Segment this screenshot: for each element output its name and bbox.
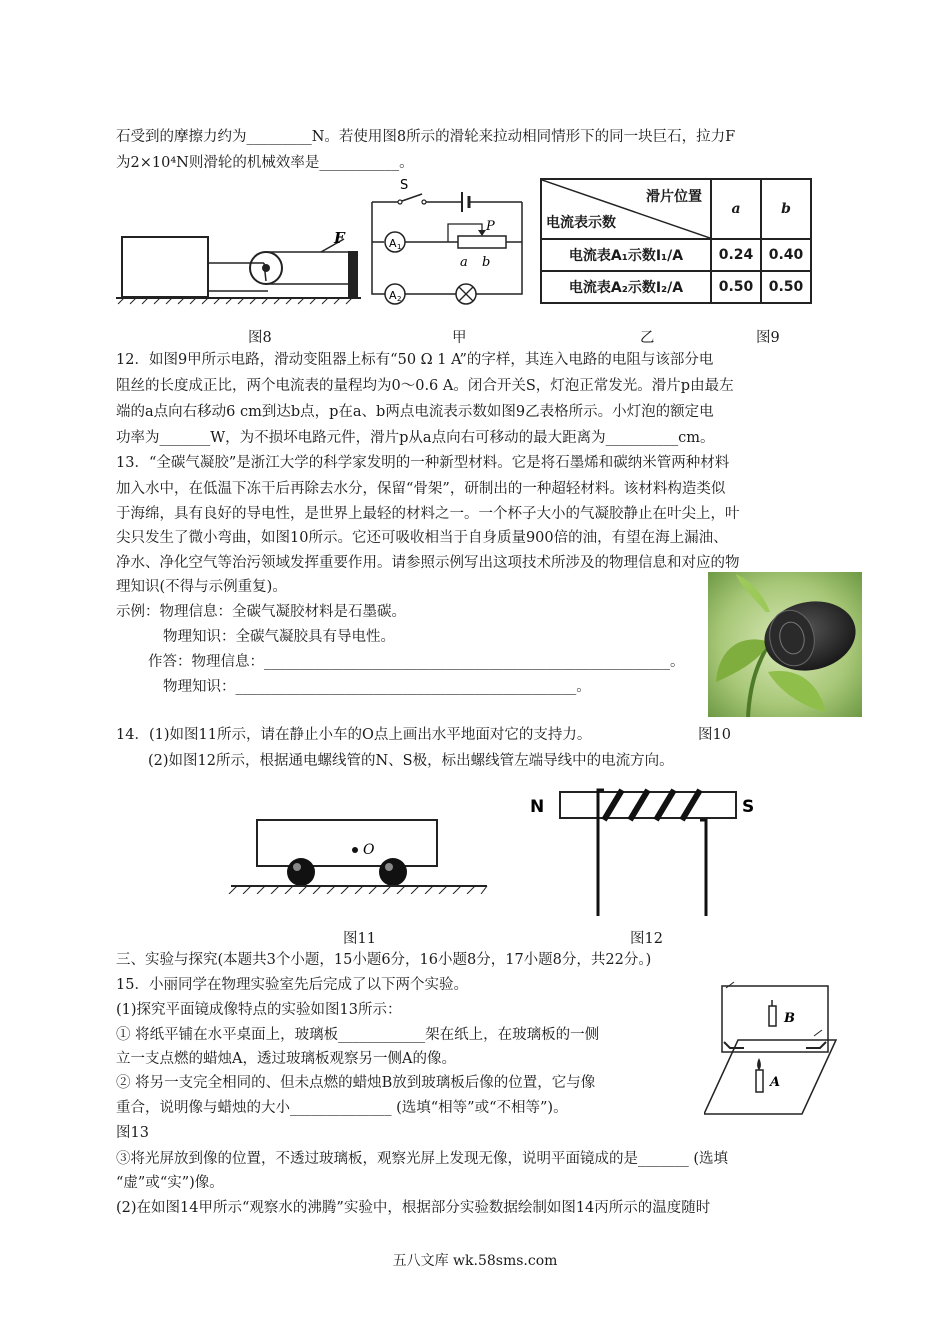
figure-9-circuit bbox=[362, 176, 534, 306]
text-line: 石受到的摩擦力约为_________N。若使用图8所示的滑轮来拉动相同情形下的同一块巨石，拉力F bbox=[116, 129, 736, 145]
cell-value: 0.24 bbox=[711, 239, 761, 271]
force-label: F bbox=[334, 229, 345, 247]
point-o bbox=[352, 847, 358, 853]
text-line: 物理知识：全碳气凝胶具有导电性。 bbox=[163, 629, 395, 645]
candle-a-label: A bbox=[770, 1075, 781, 1090]
caption-fig13: 图13 bbox=[116, 1125, 149, 1141]
table-row bbox=[541, 271, 811, 303]
text-line: 立一支点燃的蜡烛A，透过玻璃板观察另一侧A的像。 bbox=[116, 1051, 456, 1067]
text-line: 于海绵，具有良好的导电性，是世界上最轻的材料之一。一个杯子大小的气凝胶静止在叶尖上，叶 bbox=[116, 506, 740, 522]
text-line: ② 将另一支完全相同的、但未点燃的蜡烛B放到玻璃板后像的位置，它与像 bbox=[116, 1075, 596, 1091]
slider-label: P bbox=[486, 219, 495, 234]
south-pole-label: S bbox=[742, 797, 755, 817]
col-a-header: a bbox=[711, 179, 761, 239]
text-line: 重合，说明像与蜡烛的大小______________ (选填“相等”或“不相等”)。 bbox=[116, 1100, 568, 1116]
caption-fig11: 图11 bbox=[343, 931, 376, 947]
text-line: 13．“全碳气凝胶”是浙江大学的科学家发明的一种新型材料。它是将石墨烯和碳纳米管两种材料 bbox=[116, 455, 730, 471]
point-o-label: O bbox=[363, 842, 375, 858]
solenoid-core bbox=[560, 792, 736, 818]
text-line: 加入水中，在低温下冻干后再除去水分，保留“骨架”，研制出的一种超轻材料。该材料构造类似 bbox=[116, 481, 726, 497]
caption-yi: 乙 bbox=[640, 330, 655, 346]
switch-s bbox=[402, 194, 422, 201]
text-line: 14．(1)如图11所示，请在静止小车的O点上画出水平地面对它的支持力。 bbox=[116, 727, 592, 743]
candle-b bbox=[769, 1006, 776, 1026]
text-line: 端的a点向右移动6 cm到达b点，p在a、b两点电流表示数如图9乙表格所示。小灯泡的额定电 bbox=[116, 404, 714, 420]
candle-b-label: B bbox=[784, 1011, 795, 1026]
text-line: (2)在如图14甲所示“观察水的沸腾”实验中，根据部分实验数据绘制如图14丙所示的温度随时 bbox=[116, 1200, 711, 1216]
figure-10-photo bbox=[708, 572, 862, 717]
figure-11-cart bbox=[225, 812, 490, 894]
cell-value: 0.50 bbox=[711, 271, 761, 303]
text-line: 示例：物理信息：全碳气凝胶材料是石墨碳。 bbox=[116, 604, 406, 620]
caption-fig9: 图9 bbox=[756, 330, 780, 346]
point-a-label: a bbox=[460, 255, 468, 270]
figure-9-table bbox=[540, 178, 812, 304]
text-line: 理知识(不得与示例重复)。 bbox=[116, 579, 287, 595]
table-header-diagonal bbox=[541, 179, 711, 239]
figure-12-solenoid bbox=[528, 780, 768, 920]
row-label: 电流表A₁示数I₁/A bbox=[541, 239, 711, 271]
text-line: 阻丝的长度成正比，两个电流表的量程均为0～0.6 A。闭合开关S，灯泡正常发光。滑片p由最左 bbox=[116, 378, 734, 394]
text-line: “虚”或“实”)像。 bbox=[116, 1175, 224, 1191]
candle-a bbox=[756, 1070, 763, 1092]
figure-8-pulley bbox=[116, 225, 366, 305]
rheostat bbox=[458, 236, 506, 248]
text-line: 为2×10⁴N则滑轮的机械效率是___________。 bbox=[116, 155, 414, 171]
cart-wheel-right bbox=[379, 858, 407, 886]
wall-post bbox=[348, 251, 358, 298]
cart-body bbox=[257, 820, 437, 866]
switch-label: S bbox=[400, 178, 409, 193]
section-heading: 三、实验与探究(本题共3个小题，15小题6分，16小题8分，17小题8分，共22分。) bbox=[116, 952, 652, 968]
col-b-header: b bbox=[761, 179, 811, 239]
cell-value: 0.40 bbox=[761, 239, 811, 271]
stone-block bbox=[122, 237, 208, 297]
ammeter-a1-label: A bbox=[389, 237, 397, 250]
caption-fig12: 图12 bbox=[630, 931, 663, 947]
text-line: 功率为_______W，为不损坏电路元件，滑片p从a点向右可移动的最大距离为__________cm。 bbox=[116, 430, 715, 446]
text-line: 尖只发生了微小弯曲，如图10所示。它还可吸收相当于自身质量900倍的油，有望在海上漏油、 bbox=[116, 530, 728, 546]
text-line: ① 将纸平铺在水平桌面上，玻璃板____________架在纸上，在玻璃板的一侧 bbox=[116, 1027, 600, 1043]
ammeter-a2-label: A bbox=[389, 289, 397, 302]
text-line: 作答：物理信息：________________________________________________________。 bbox=[148, 654, 685, 670]
text-line: 物理知识：_______________________________________________。 bbox=[163, 679, 591, 695]
caption-fig10: 图10 bbox=[698, 727, 731, 743]
caption-fig8: 图8 bbox=[248, 330, 272, 346]
solenoid-coil bbox=[604, 790, 700, 820]
text-line: ③将光屏放到像的位置，不透过玻璃板，观察光屏上发现无像，说明平面镜成的是_______ (选填 bbox=[116, 1151, 729, 1167]
text-line: 净水、净化空气等治污领域发挥重要作用。请参照示例写出这项技术所涉及的物理信息和对应的物 bbox=[116, 555, 740, 571]
text-line: 12．如图9甲所示电路，滑动变阻器上标有“50 Ω 1 A”的字样，其连入电路的电阻与该部分电 bbox=[116, 352, 714, 368]
caption-jia: 甲 bbox=[452, 330, 467, 346]
ammeter-a1-sub: 1 bbox=[397, 243, 402, 251]
figure-13-mirror bbox=[704, 978, 838, 1118]
point-b-label: b bbox=[482, 255, 491, 270]
header-current-reading: 电流表示数 bbox=[546, 215, 616, 231]
cart-wheel-left bbox=[287, 858, 315, 886]
text-line: (2)如图12所示，根据通电螺线管的N、S极，标出螺线管左端导线中的电流方向。 bbox=[148, 753, 674, 769]
text-line: 15．小丽同学在物理实验室先后完成了以下两个实验。 bbox=[116, 977, 468, 993]
table-row bbox=[541, 239, 811, 271]
row-label: 电流表A₂示数I₂/A bbox=[541, 271, 711, 303]
header-slider-position: 滑片位置 bbox=[646, 189, 702, 205]
north-pole-label: N bbox=[530, 797, 545, 817]
text-line: (1)探究平面镜成像特点的实验如图13所示： bbox=[116, 1002, 402, 1018]
ammeter-a2-sub: 2 bbox=[397, 295, 402, 303]
cell-value: 0.50 bbox=[761, 271, 811, 303]
page-footer: 五八文库 wk.58sms.com bbox=[392, 1253, 558, 1269]
